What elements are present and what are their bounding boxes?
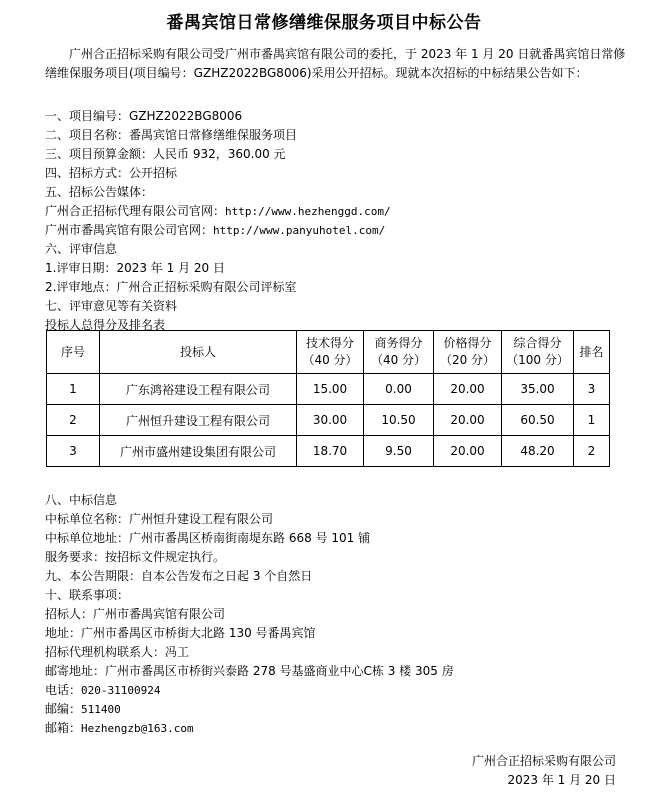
cell-biz: 9.50 (364, 436, 434, 467)
contact-heading: 十、联系事项： (45, 588, 130, 602)
project-info (45, 107, 625, 335)
header-biz-name: 商务得分 (374, 336, 423, 350)
phone-label: 电话： (45, 683, 82, 697)
table-row (47, 405, 610, 436)
media-2-label: 广州市番禺宾馆有限公司官网： (45, 223, 214, 237)
cell-no: 2 (47, 405, 100, 436)
header-price-name: 价格得分 (443, 336, 492, 350)
media-1-link[interactable]: http://www.hezhenggd.com/ (225, 205, 391, 218)
postcode-label: 邮编： (45, 702, 82, 716)
winner-address: 中标单位地址：广州市番禺区桥南街南堤东路 668 号 101 铺 (45, 531, 371, 545)
table-caption: 投标人总得分及排名表 (45, 318, 166, 332)
cell-tech: 30.00 (297, 405, 364, 436)
header-price (434, 331, 502, 374)
tenderer: 招标人：广州市番禺宾馆有限公司 (45, 607, 226, 621)
award-heading: 八、中标信息 (45, 493, 118, 507)
service-requirement: 服务要求：按招标文件规定执行。 (45, 550, 226, 564)
cell-bidder: 广东鸿裕建设工程有限公司 (100, 374, 297, 405)
table-row (47, 436, 610, 467)
header-tech-max: （40 分） (302, 353, 358, 367)
cell-rank: 1 (574, 405, 610, 436)
score-table (46, 330, 610, 467)
cell-total: 35.00 (502, 374, 574, 405)
cell-bidder: 广州市盛州建设集团有限公司 (100, 436, 297, 467)
signature-company: 广州合正招标采购有限公司 (471, 754, 616, 768)
signature-block (472, 752, 616, 790)
header-total-max: （100 分） (506, 353, 569, 367)
media-1-label: 广州合正招标代理有限公司官网： (45, 204, 226, 218)
cell-price: 20.00 (434, 374, 502, 405)
review-materials-heading: 七、评审意见等有关资料 (45, 299, 178, 313)
header-biz-max: （40 分） (370, 353, 427, 367)
header-tech-name: 技术得分 (305, 336, 354, 350)
header-rank: 排名 (574, 331, 610, 374)
email-value[interactable]: Hezhengzb@163.com (81, 722, 194, 735)
header-no: 序号 (47, 331, 100, 374)
cell-total: 48.20 (502, 436, 574, 467)
signature-date: 2023 年 1 月 20 日 (507, 773, 616, 787)
tender-method: 四、招标方式：公开招标 (45, 166, 178, 180)
email-label: 邮箱： (45, 721, 82, 735)
header-tech (297, 331, 364, 374)
review-heading: 六、评审信息 (45, 242, 118, 256)
header-price-max: （20 分） (439, 353, 496, 367)
project-name: 二、项目名称：番禺宾馆日常修缮维保服务项目 (45, 128, 298, 142)
table-header-row (47, 331, 610, 374)
header-total (502, 331, 574, 374)
cell-biz: 0.00 (364, 374, 434, 405)
mail-address: 邮寄地址：广州市番禺区市桥街兴泰路 278 号基盛商业中心C栋 3 楼 305 房 (45, 664, 454, 678)
cell-bidder: 广州恒升建设工程有限公司 (100, 405, 297, 436)
media-2-link[interactable]: http://www.panyuhotel.com/ (213, 224, 386, 237)
table-row (47, 374, 610, 405)
cell-biz: 10.50 (364, 405, 434, 436)
postcode-value: 511400 (81, 703, 121, 716)
cell-total: 60.50 (502, 405, 574, 436)
award-info (45, 491, 625, 738)
tenderer-address: 地址：广州市番禺区市桥街大北路 130 号番禺宾馆 (45, 626, 316, 640)
postcode-line (45, 700, 625, 719)
media-heading: 五、招标公告媒体： (45, 185, 154, 199)
cell-no: 3 (47, 436, 100, 467)
cell-tech: 18.70 (297, 436, 364, 467)
cell-tech: 15.00 (297, 374, 364, 405)
phone-line (45, 681, 625, 700)
notice-period: 九、本公告期限：自本公告发布之日起 3 个自然日 (45, 569, 313, 583)
cell-rank: 2 (574, 436, 610, 467)
header-bidder: 投标人 (100, 331, 297, 374)
cell-price: 20.00 (434, 405, 502, 436)
project-number: 一、项目编号：GZHZ2022BG8006 (45, 109, 243, 123)
winner-name: 中标单位名称：广州恒升建设工程有限公司 (45, 512, 274, 526)
intro-paragraph: 广州合正招标采购有限公司受广州市番禺宾馆有限公司的委托，于 2023 年 1 月 20 日就番禺宾馆日常修缮维保服务项目(项目编号：GZHZ2022BG8006)采用公开招标。现就本次招标的中标结果公告如下： (45, 47, 626, 80)
cell-rank: 3 (574, 374, 610, 405)
cell-no: 1 (47, 374, 100, 405)
phone-value: 020-31100924 (81, 684, 161, 697)
email-line (45, 719, 625, 738)
header-total-name: 综合得分 (513, 336, 562, 350)
media-line-2 (45, 221, 625, 240)
media-line-1 (45, 202, 625, 221)
agent-contact: 招标代理机构联系人：冯工 (45, 645, 190, 659)
project-budget: 三、项目预算金额：人民币 932，360.00 元 (45, 147, 286, 161)
header-biz (364, 331, 434, 374)
cell-price: 20.00 (434, 436, 502, 467)
page-title: 番禺宾馆日常修缮维保服务项目中标公告 (166, 13, 482, 33)
review-place: 2.评审地点：广州合正招标采购有限公司评标室 (45, 280, 297, 294)
review-date: 1.评审日期：2023 年 1 月 20 日 (45, 261, 225, 275)
